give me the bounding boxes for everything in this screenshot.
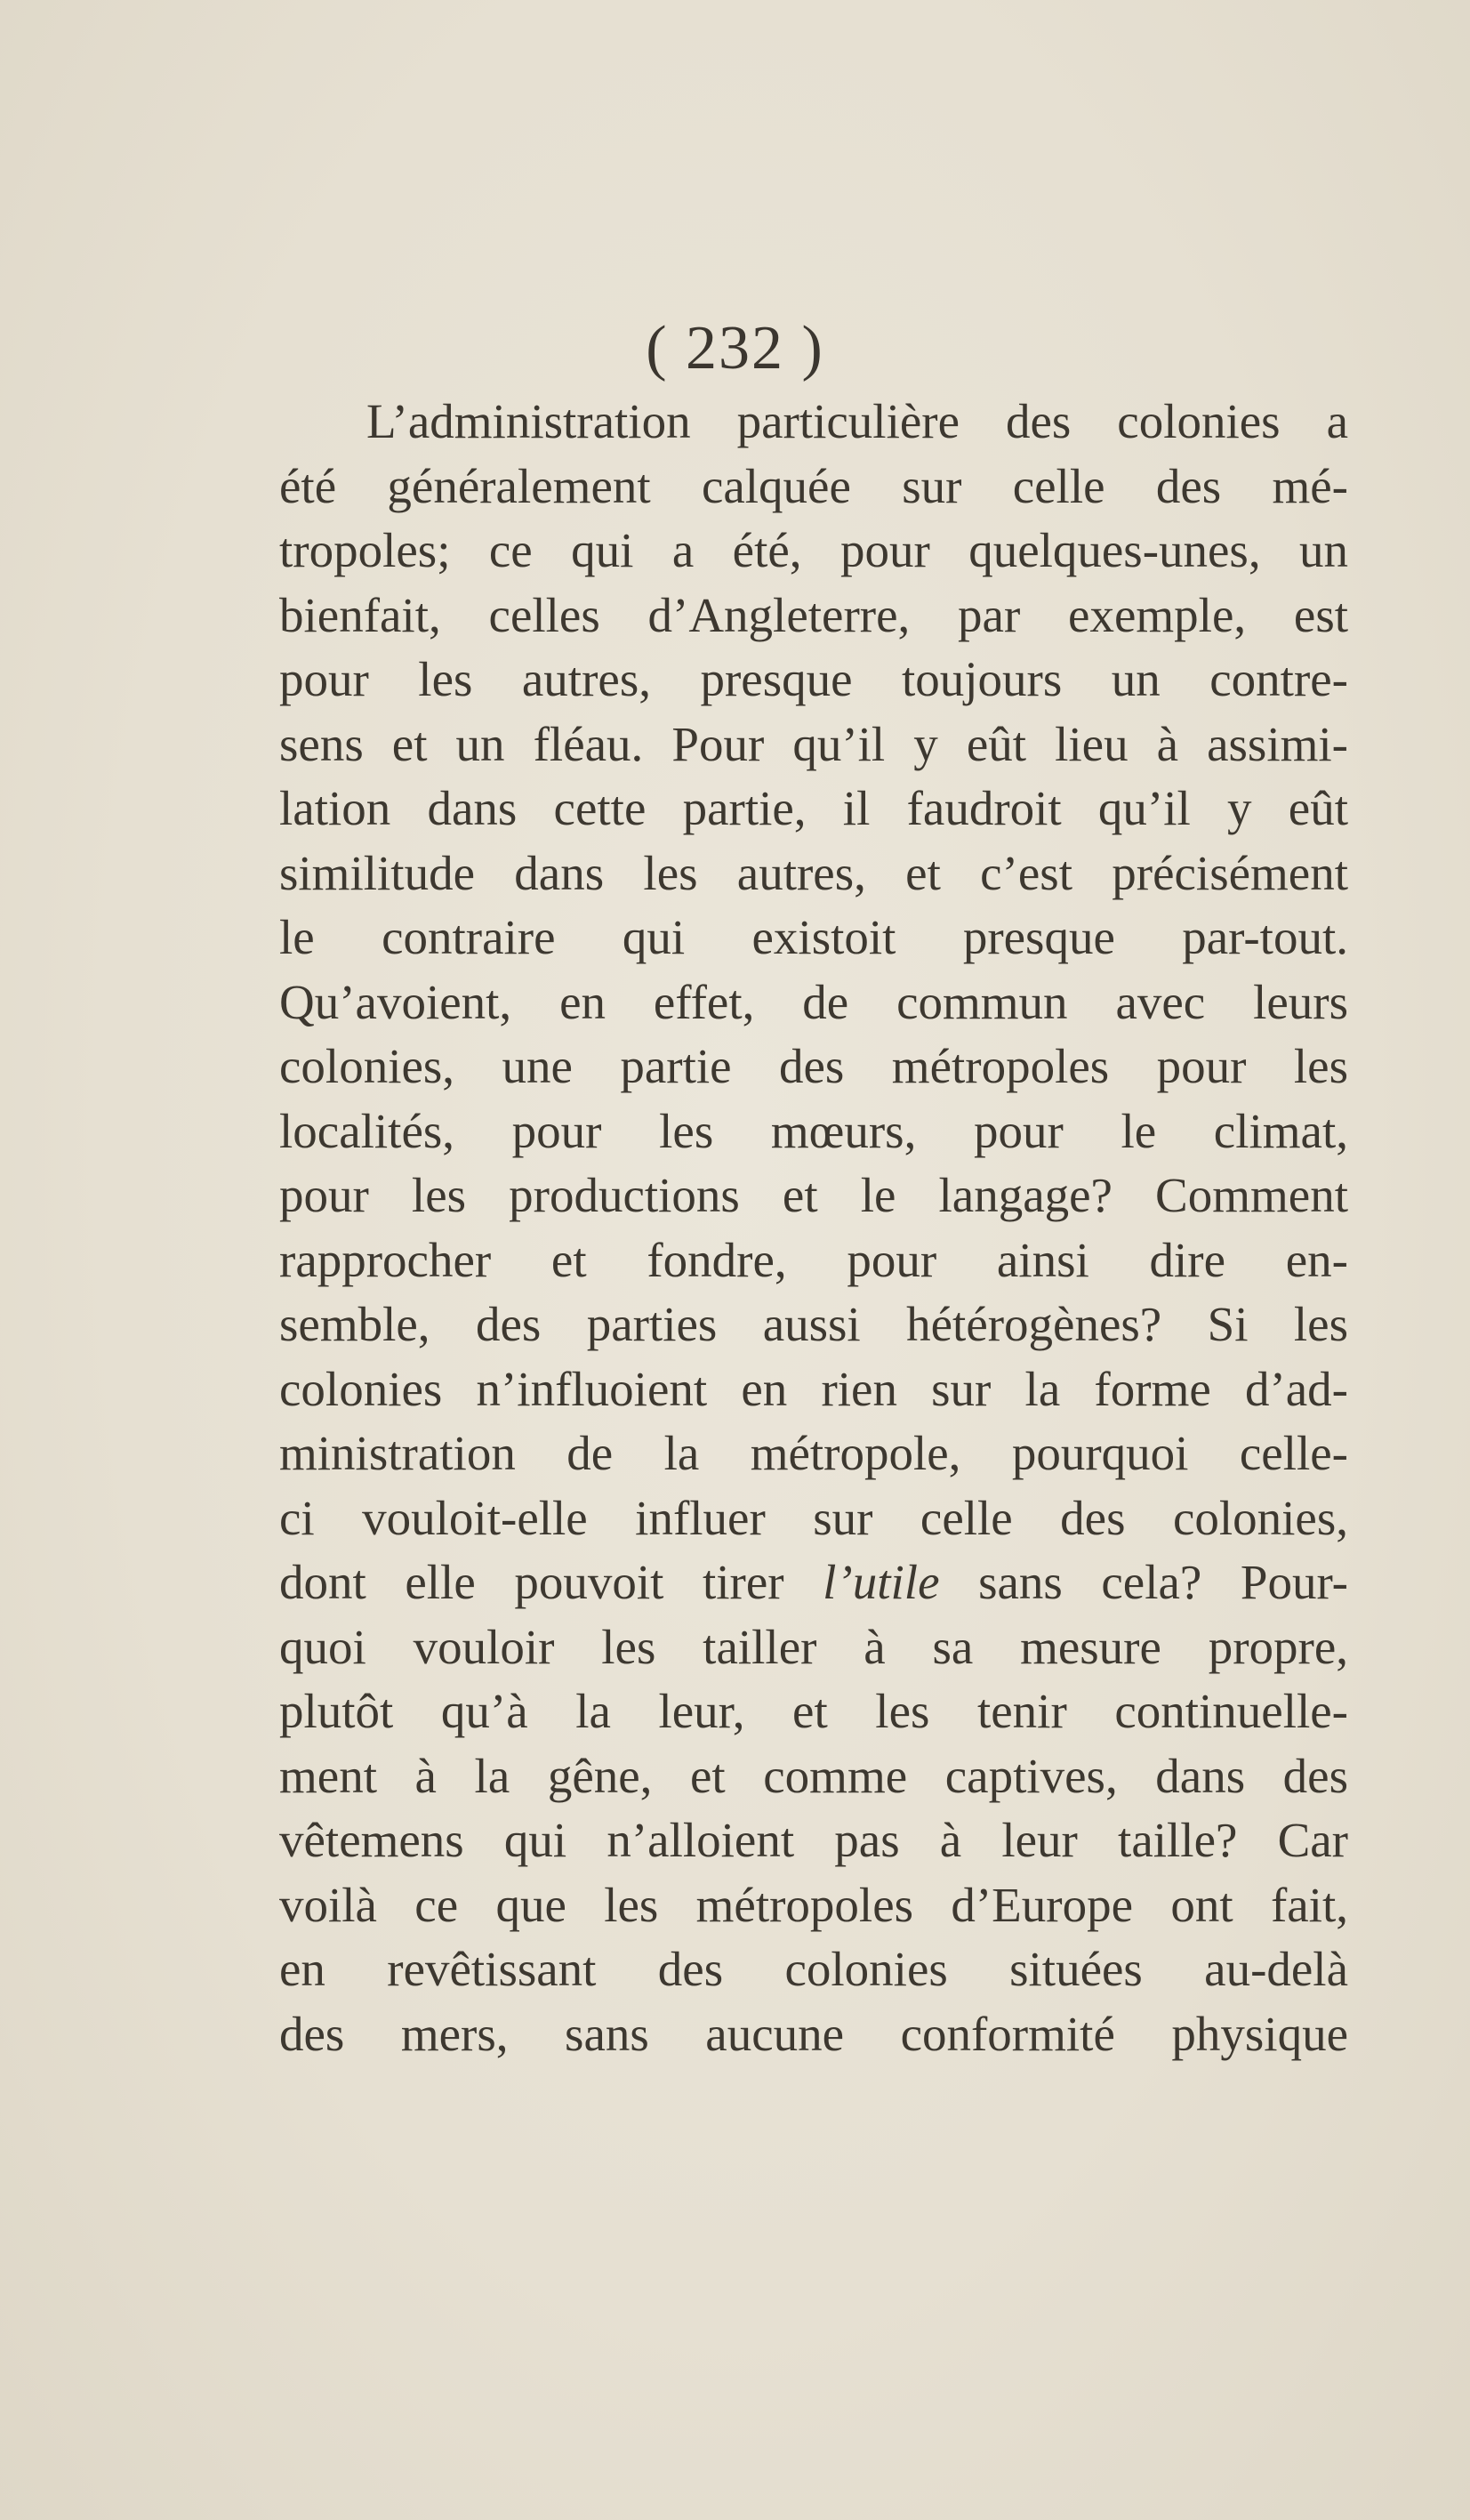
text-line: similitude dans les autres, et c’est précisément — [279, 845, 1348, 900]
text-line: en revêtissant des colonies situées au-delà — [279, 1942, 1348, 1996]
text-line: tropoles; ce qui a été, pour quelques-unes, un — [279, 523, 1348, 577]
text-line: colonies n’influoient en rien sur la forme d’ad- — [279, 1361, 1348, 1416]
text-line: localités, pour les mœurs, pour le climat, — [279, 1103, 1348, 1158]
text-line: Qu’avoient, en effet, de commun avec leurs — [279, 974, 1348, 1029]
italic-word: l’utile — [823, 1555, 940, 1609]
text-line: pour les productions et le langage? Comment — [279, 1168, 1348, 1222]
text-line: sens et un fléau. Pour qu’il y eût lieu à assimi- — [279, 716, 1348, 771]
text-line-with-italic — [279, 1550, 1348, 1615]
text-line: le contraire qui existoit presque par-tout. — [279, 910, 1348, 964]
text-line: rapprocher et fondre, pour ainsi dire en- — [279, 1232, 1348, 1287]
text-line: ministration de la métropole, pourquoi celle- — [279, 1426, 1348, 1480]
text-line: voilà ce que les métropoles d’Europe ont fait, — [279, 1877, 1348, 1932]
text-line: ci vouloit-elle influer sur celle des colonies, — [279, 1490, 1348, 1545]
text-line: semble, des parties aussi hétérogènes? Si les — [279, 1297, 1348, 1351]
text-line: des mers, sans aucune conformité physique — [279, 2006, 1348, 2061]
text-line: pour les autres, presque toujours un contre- — [279, 652, 1348, 706]
page-number: ( 232 ) — [646, 314, 824, 382]
text-line: plutôt qu’à la leur, et les tenir continuelle- — [279, 1684, 1348, 1738]
body-text — [279, 390, 1348, 2066]
text-line: quoi vouloir les tailler à sa mesure propre, — [279, 1619, 1348, 1674]
text-line: ment à la gêne, et comme captives, dans des — [279, 1748, 1348, 1803]
text-line: lation dans cette partie, il faudroit qu’il y eût — [279, 781, 1348, 835]
text-line: bienfait, celles d’Angleterre, par exemple, est — [279, 587, 1348, 642]
text-line: colonies, une partie des métropoles pour les — [279, 1039, 1348, 1093]
text-fragment: dont elle pouvoit tirer — [279, 1555, 784, 1609]
text-line: été généralement calquée sur celle des mé- — [279, 458, 1348, 513]
text-fragment: sans cela? Pour- — [978, 1555, 1348, 1609]
text-line: L’administration particulière des colonies a — [366, 394, 1348, 448]
text-line: vêtemens qui n’alloient pas à leur taille? Car — [279, 1813, 1348, 1867]
